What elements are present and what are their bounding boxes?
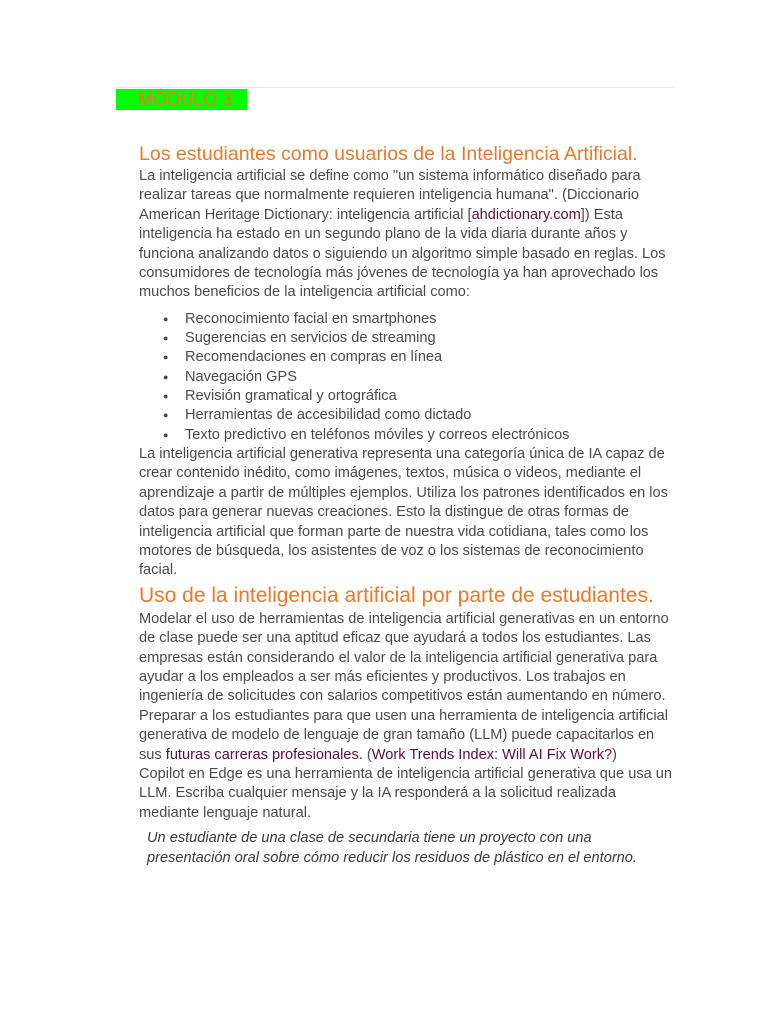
document-body <box>139 141 673 868</box>
ahdictionary-link[interactable]: ahdictionary.com <box>471 206 581 223</box>
modeling-paragraph <box>139 610 673 765</box>
intro-text-end: ]) Esta inteligencia ha estado en un segundo plano de la vida diaria durante años y funciona analizando datos o siguiendo un algoritmo simple basado en reglas. Los consumidores de tecnología más jóvenes de tecnología ya han aprovechado los muchos beneficios de la inteligencia artificial como: <box>139 206 666 301</box>
list-item: ● Navegación GPS <box>139 368 673 387</box>
modeling-text-end: ) <box>612 746 617 763</box>
modeling-text-mid: ( <box>362 746 372 763</box>
list-item: ● Revisión gramatical y ortográfica <box>139 387 673 406</box>
modeling-text: Modelar el uso de herramientas de inteligencia artificial generativas en un entorno de clase puede ser una aptitud eficaz que ayudará a todos los estudiantes. Las empresas están considerando el valor de la inteligencia artificial generativa para ayudar a los empleados a ser más eficientes y productivos. Los trabajos en ingeniería de solicitudes con salarios competitivos están aumentando en número. Preparar a los estudiantes para que usen una herramienta de inteligencia artificial generativa de modelo de lenguaje de gran tamaño (LLM) puede capacitarlos en sus <box>139 610 669 763</box>
list-item: ● Sugerencias en servicios de streaming <box>139 329 673 348</box>
intro-text-start: La inteligencia artificial se define como "un sistema informático diseñado para realizar tareas que normalmente requieren inteligencia humana". (Diccionario American Heritage Dictionary: inteligencia artificial [ <box>139 168 641 223</box>
copilot-paragraph: Copilot en Edge es una herramienta de inteligencia artificial generativa que usa un LLM. Escriba cualquier mensaje y la IA responderá a la solicitud realizada mediante lenguaje natural. <box>139 766 673 821</box>
section-heading-students-as-users: Los estudiantes como usuarios de la Inteligencia Artificial. <box>139 143 638 165</box>
work-trends-index-link[interactable]: Work Trends Index: Will AI Fix Work? <box>371 746 613 763</box>
section-heading-student-use: Uso de la inteligencia artificial por parte de estudiantes. <box>139 583 654 607</box>
list-item: ● Reconocimiento facial en smartphones <box>139 310 673 329</box>
top-divider <box>116 87 674 88</box>
generative-ai-paragraph: La inteligencia artificial generativa representa una categoría única de IA capaz de crear contenido inédito, como imágenes, textos, música o videos, mediante el aprendizaje a partir de múltiples ejemplos. Utiliza los patrones identificados en los datos para generar nuevas creaciones. Esto la distingue de otras formas de inteligencia artificial que forman parte de nuestra vida cotidiana, tales como los motores de búsqueda, los asistentes de voz o los sistemas de reconocimiento facial. <box>139 445 668 579</box>
list-item: ● Herramientas de accesibilidad como dictado <box>139 406 673 425</box>
module-tag: MÓDULO 3 <box>116 89 247 110</box>
scenario-quote: Un estudiante de una clase de secundaria tiene un proyecto con una presentación oral sobre cómo reducir los residuos de plástico en el entorno. <box>147 830 637 867</box>
list-item: ● Recomendaciones en compras en línea <box>139 348 673 367</box>
future-careers-link[interactable]: futuras carreras profesionales. <box>165 746 363 763</box>
ai-examples-list <box>139 310 673 445</box>
intro-paragraph <box>139 167 673 303</box>
list-item: ● Texto predictivo en teléfonos móviles y correos electrónicos <box>139 426 673 445</box>
